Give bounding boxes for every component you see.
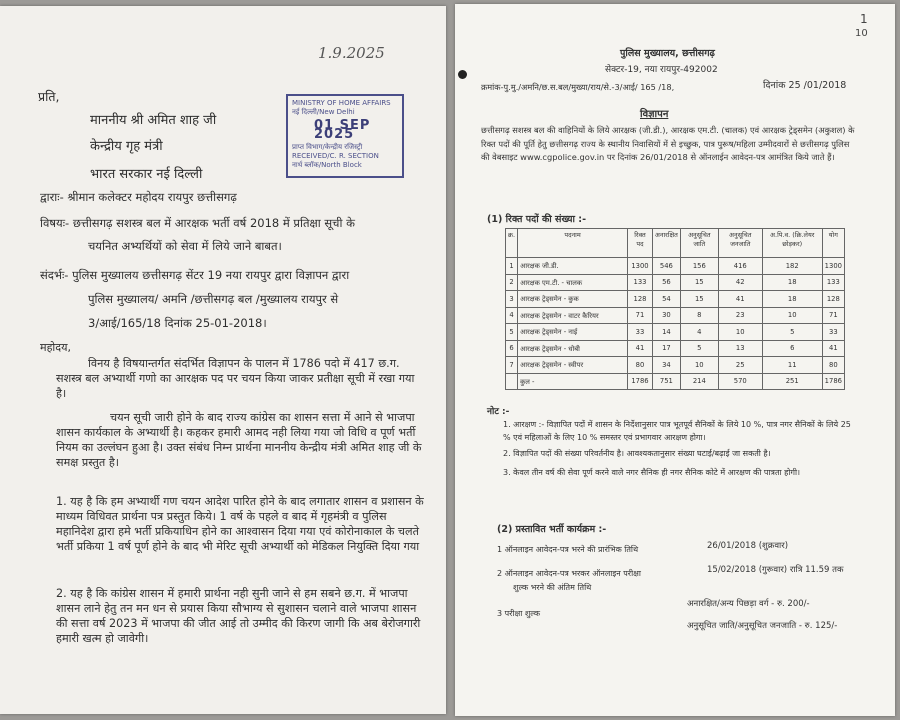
stamp-date: 01 SEP 2025: [314, 118, 371, 142]
table-cell: 10: [680, 357, 718, 374]
table-cell: 156: [680, 258, 718, 275]
header-st: अनुसूचित जनजाति: [718, 229, 762, 258]
table-cell: 41: [718, 291, 762, 308]
table-cell: 25: [718, 357, 762, 374]
table-cell: 18: [762, 274, 822, 291]
table-row: [506, 340, 845, 357]
table-cell: 11: [762, 357, 822, 374]
note-3: 3. केवल तीन वर्ष की सेवा पूर्ण करने वाले नगर सैनिक ही नगर सैनिक कोटे में आरक्षण की पात्रता होगी।: [503, 468, 801, 477]
table-cell: 54: [652, 291, 680, 308]
table-cell: 4: [506, 307, 518, 324]
header-total: योग: [822, 229, 844, 258]
table-row: [506, 307, 845, 324]
stamp-line-1: MINISTRY OF HOME AFFAIRS: [292, 99, 391, 107]
table-cell: 1300: [822, 258, 844, 275]
schedule-item-2-label-2: शुल्क भरने की अंतिम तिथि: [513, 583, 592, 592]
reference-line-2: पुलिस मुख्यालय/ अमनि /छत्तीसगढ़ बल /मुख्यालय रायपुर से: [88, 292, 339, 306]
table-cell: 251: [762, 373, 822, 390]
table-cell: 128: [628, 291, 653, 308]
vacancy-table: [505, 228, 845, 390]
table-cell: 1300: [628, 258, 653, 275]
table-cell: 3: [506, 291, 518, 308]
vacancy-table-body: [506, 258, 845, 390]
table-cell: 41: [822, 340, 844, 357]
table-cell: 416: [718, 258, 762, 275]
table-cell: 570: [718, 373, 762, 390]
punch-hole: [458, 70, 467, 79]
schedule-item-1-label: 1 ऑनलाइन आवेदन-पत्र भरने की प्रारंभिक तिथि: [497, 545, 639, 554]
received-stamp: [286, 94, 404, 178]
table-cell: 6: [506, 340, 518, 357]
table-cell: 4: [680, 324, 718, 341]
table-cell: 41: [628, 340, 653, 357]
fee-sc-st: अनुसूचित जाति/अनुसूचित जनजाति - रु. 125/-: [687, 621, 838, 631]
table-cell: 71: [822, 307, 844, 324]
table-cell: 1786: [628, 373, 653, 390]
note-1: 1. आरक्षण :- विज्ञापित पदों में शासन के निर्देशानुसार पात्र भूतपूर्व सैनिकों के लिये 10 %, पात्र नगर सैनिकों के लिये 25 % एवं महिलाओं के लिए 10 % समस्तर एवं प्रभागवार आरक्षण होगा।: [503, 420, 851, 442]
table-cell: 7: [506, 357, 518, 374]
salutation: महोदय,: [40, 341, 71, 354]
reference-date: दिनांक 25 /01/2018: [763, 80, 847, 91]
table-cell: 1786: [822, 373, 844, 390]
table-cell: 14: [652, 324, 680, 341]
table-cell: 30: [652, 307, 680, 324]
table-cell: आरक्षक ट्रेड्समेन - धोबी: [518, 340, 628, 357]
table-cell: 71: [628, 307, 653, 324]
subject-line-1: विषयः- छत्तीसगढ़ सशस्त्र बल में आरक्षक भर्ती वर्ष 2018 में प्रतिक्षा सूची के: [40, 216, 355, 230]
table-cell: आरक्षक जी.डी.: [518, 258, 628, 275]
header-post: पदनाम: [518, 229, 628, 258]
table-cell: [506, 373, 518, 390]
stamp-line-3: प्राप्त विभाग/केन्द्रीय रजिस्ट्री: [292, 143, 363, 151]
right-notice-page: [455, 4, 895, 716]
table-cell: कुल -: [518, 373, 628, 390]
table-cell: आरक्षक ट्रेड्समेन - स्वीपर: [518, 357, 628, 374]
table-cell: 17: [652, 340, 680, 357]
paragraph-2: चयन सूची जारी होने के बाद राज्य कांग्रेस का शासन सत्ता में आने से भाजपा शासन कार्यकाल के अभ्यार्थी है। कहकर हमारी आमद नही लिया गया जो विधि व पूर्ण भर्ती नियम का उल्लंघन हुआ है। उक्त संबंध निम्न प्रार्थना माननीय केन्द्रीय मंत्री अमित शाह जी के समक्ष प्रस्तुत है।: [56, 411, 422, 469]
table-cell: 182: [762, 258, 822, 275]
table-cell: 128: [822, 291, 844, 308]
table-total-row: [506, 373, 845, 390]
schedule-item-3-label: 3 परीक्षा शुल्क: [497, 609, 541, 618]
stamp-line-2: नई दिल्ली/New Delhi: [292, 108, 355, 116]
table-cell: 133: [822, 274, 844, 291]
header-obc: अ.पि.व. (क्रि.लेयर छोड़कर): [762, 229, 822, 258]
table-row: [506, 357, 845, 374]
section-schedule-title: (2) प्रस्तावित भर्ती कार्यक्रम :-: [497, 524, 607, 535]
subject-line-2: चयनित अभ्यर्थियों को सेवा में लिये जाने बाबत।: [88, 239, 282, 253]
reference-line-3: 3/आई/165/18 दिनांक 25-01-2018।: [88, 316, 267, 330]
table-cell: 80: [822, 357, 844, 374]
table-cell: आरक्षक ट्रेड्समेन - वाटर कैरियर: [518, 307, 628, 324]
paragraph-4: 2. यह है कि कांग्रेस शासन में हमारी प्रार्थना नही सुनी जाने से हम सबने छ.ग. में भाजपा शासन लाने हेतु तन मन धन से प्रयास किया सौभाग्य से सुशासन चलाने वाले भाजपा शासन की सत्ता वर्ष 2023 में भाजपा की जीत आई तो उम्मीद की किरण जागी कि अब बेरोजगारी हमारी खत्म हो जावेगी।: [56, 587, 421, 645]
table-cell: 18: [762, 291, 822, 308]
table-cell: 1: [506, 258, 518, 275]
table-cell: 546: [652, 258, 680, 275]
table-cell: 42: [718, 274, 762, 291]
table-cell: 751: [652, 373, 680, 390]
table-cell: 8: [680, 307, 718, 324]
table-cell: 13: [718, 340, 762, 357]
header-unreserved: अनारक्षित: [652, 229, 680, 258]
addressee-line-1: माननीय श्री अमित शाह जी: [90, 113, 217, 128]
reference-number: क्रमांक-पु.मु./अमनि/छ.स.बल/मुख्या/राय/से.-3/आई/ 165 /18,: [481, 82, 675, 92]
table-cell: 23: [718, 307, 762, 324]
table-cell: 15: [680, 291, 718, 308]
paragraph-3: 1. यह है कि हम अभ्यार्थी गण चयन आदेश पारित होने के बाद लगातार शासन व प्रशासन के माध्यम विधिवत प्रार्थना पत्र प्रस्तुत किये। 1 वर्ष के पहले व बाद में गृहमंत्री व पुलिस महानिदेश द्वारा हमे भर्ती प्रकियाधिन होने का आश्वासन दिया गया एवं कोरोनाकाल के चलते भर्ती प्रकिया 1 वर्ष पूर्ण होने के बाद भी मेरिट सूची अभ्यार्थी को मेडिकल नियुक्ति दिया गया: [56, 495, 424, 553]
table-row: [506, 324, 845, 341]
table-cell: 5: [762, 324, 822, 341]
page-mark-2: 10: [855, 28, 868, 39]
table-cell: 15: [680, 274, 718, 291]
table-cell: 34: [652, 357, 680, 374]
fee-general: अनारक्षित/अन्य पिछड़ा वर्ग - रु. 200/-: [687, 599, 810, 609]
table-cell: 80: [628, 357, 653, 374]
table-cell: 5: [506, 324, 518, 341]
table-cell: 10: [762, 307, 822, 324]
table-row: [506, 274, 845, 291]
table-row: [506, 258, 845, 275]
table-cell: 33: [628, 324, 653, 341]
table-cell: 10: [718, 324, 762, 341]
table-header-row: [506, 229, 845, 258]
header-vacant: रिक्त पद: [628, 229, 653, 258]
table-cell: 133: [628, 274, 653, 291]
page-mark: 1: [860, 12, 868, 26]
stamp-line-4: RECEIVED/C. R. SECTION: [292, 152, 379, 160]
paragraph-1: विनय है विषयान्तर्गत संदर्भित विज्ञापन के पालन में 1786 पदो में 417 छ.ग. सशस्त्र बल अभ्यार्थी गणो का आरक्षक पद पर चयन किया जाकर प्रतीक्षा सूची में रखा गया है।: [56, 357, 415, 400]
handwritten-date: 1.9.2025: [318, 44, 385, 62]
table-cell: 214: [680, 373, 718, 390]
table-cell: 5: [680, 340, 718, 357]
office-address: सेक्टर-19, नया रायपुर-492002: [605, 65, 718, 75]
header-sc: अनुसूचित जाति: [680, 229, 718, 258]
table-cell: आरक्षक एम.टी. - चालक: [518, 274, 628, 291]
table-cell: 6: [762, 340, 822, 357]
schedule-item-2-value: 15/02/2018 (गुरूवार) रात्रि 11.59 तक: [707, 565, 844, 575]
table-row: [506, 291, 845, 308]
schedule-item-1-value: 26/01/2018 (शुक्रवार): [707, 541, 789, 551]
left-letter-page: [0, 6, 446, 714]
note-2: 2. विज्ञापित पदों की संख्या परिवर्तनीय है। आवश्यकतानुसार संख्या घटाई/बढ़ाई जा सकती है।: [503, 449, 771, 458]
addressee-line-2: केन्द्रीय गृह मंत्री: [90, 139, 163, 154]
note-label: नोट :-: [487, 407, 510, 417]
table-cell: 56: [652, 274, 680, 291]
addressee-line-3: भारत सरकार नई दिल्ली: [90, 167, 203, 182]
schedule-item-2-label-1: 2 ऑनलाइन आवेदन-पत्र भरकर ऑनलाइन परीक्षा: [497, 569, 641, 578]
header-serial: क्र.: [506, 229, 518, 258]
notice-intro: छत्तीसगढ़ सशस्त्र बल की वाहिनियों के लिये आरक्षक (जी.डी.), आरक्षक एम.टी. (चालक) एवं आरक्षक ट्रेड्समेन (अकुशल) के रिक्त पदों की पूर्ति हेतु छत्तीसगढ़ राज्य के स्थानीय निवासियों में से इच्छुक, पात्र पुरूष/महिला उम्मीदवारों से छत्तीसगढ़ पुलिस की वेबसाइट www.cgpolice.gov.in पर दिनांक 26/01/2018 से ऑनलाईन आवेदन-पत्र आमंत्रित किये जाते हैं।: [481, 125, 855, 162]
dwara-line: द्वाराः- श्रीमान कलेक्टर महोदय रायपुर छत्तीसगढ़: [40, 190, 237, 204]
office-name: पुलिस मुख्यालय, छत्तीसगढ़: [620, 48, 715, 59]
table-cell: 33: [822, 324, 844, 341]
table-cell: 2: [506, 274, 518, 291]
section-vacancies-title: (1) रिक्त पदों की संख्या :-: [487, 214, 587, 225]
stamp-line-5: नार्थ ब्लॉक/North Block: [292, 161, 362, 169]
reference-line-1: संदर्भः- पुलिस मुख्यालय छत्तीसगढ़ सेंटर 19 नया रायपुर द्वारा विज्ञापन द्वारा: [40, 268, 350, 282]
notice-heading: विज्ञापन: [640, 109, 669, 120]
table-cell: आरक्षक ट्रेड्समेन - नाई: [518, 324, 628, 341]
prati-label: प्रति,: [38, 89, 60, 104]
table-cell: आरक्षक ट्रेड्समेन - कुक: [518, 291, 628, 308]
